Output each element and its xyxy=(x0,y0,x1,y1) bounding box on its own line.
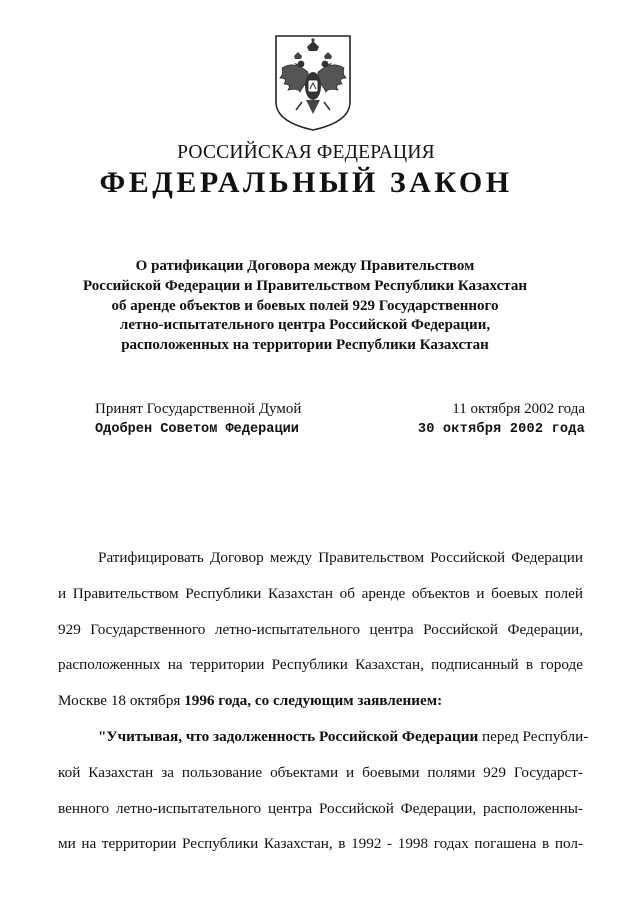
body-line: ми на территории Республики Казахстан, в 1992 - 1998 годах погашена в пол- xyxy=(58,835,583,853)
body-text-segment-bold: 1996 года, со следующим заявлением: xyxy=(184,692,443,710)
country-name: РОССИЙСКАЯ ФЕДЕРАЦИЯ xyxy=(177,142,435,163)
body-line: Ратифицировать Договор между Правительством Российской Федерации xyxy=(98,549,583,566)
duma-label: Принят Государственной Думой xyxy=(95,401,302,417)
law-title-line: об аренде объектов и боевых полей 929 Государственного xyxy=(111,297,499,314)
law-title-line: летно-испытательного центра Российской Федерации, xyxy=(119,317,491,334)
law-title-line: О ратификации Договора между Правительством xyxy=(135,258,475,274)
council-date: 30 октября 2002 года xyxy=(417,422,585,437)
law-body xyxy=(58,540,589,862)
duma-date: 11 октября 2002 года xyxy=(452,401,585,417)
body-line: расположенных на территории Республики Казахстан, подписанный в городе xyxy=(58,656,583,674)
adoption-council-row xyxy=(95,422,585,442)
double-headed-eagle-icon xyxy=(274,34,352,132)
body-line: венного летно-испытательного центра Российской Федерации, расположенны- xyxy=(58,799,583,817)
body-line xyxy=(58,683,583,719)
document-type-heading: ФЕДЕРАЛЬНЫЙ ЗАКОН xyxy=(99,166,513,199)
body-text-segment-bold: "Учитывая, что задолженность xyxy=(98,727,320,745)
body-line xyxy=(58,719,589,755)
body-text-segment: перед Республи- xyxy=(478,727,589,745)
body-line: 929 Государственного летно-испытательного центра Российской Федерации, xyxy=(58,620,583,638)
law-title-line: Российской Федерации и Правительством Республики Казахстан xyxy=(83,277,527,294)
council-label: Одобрен Советом Федерации xyxy=(95,422,299,437)
body-text-segment-bold: Российской Федерации xyxy=(319,727,479,745)
body-line: кой Казахстан за пользование объектами и боевыми полями 929 Государст- xyxy=(58,763,583,781)
body-line: и Правительством Республики Казахстан об аренде объектов и боевых полей xyxy=(58,584,583,602)
law-title xyxy=(60,257,550,356)
body-text-segment: Москве 18 октября xyxy=(58,692,185,710)
law-title-line: расположенных на территории Республики Казахстан xyxy=(121,337,489,354)
adoption-duma-row xyxy=(95,401,585,421)
